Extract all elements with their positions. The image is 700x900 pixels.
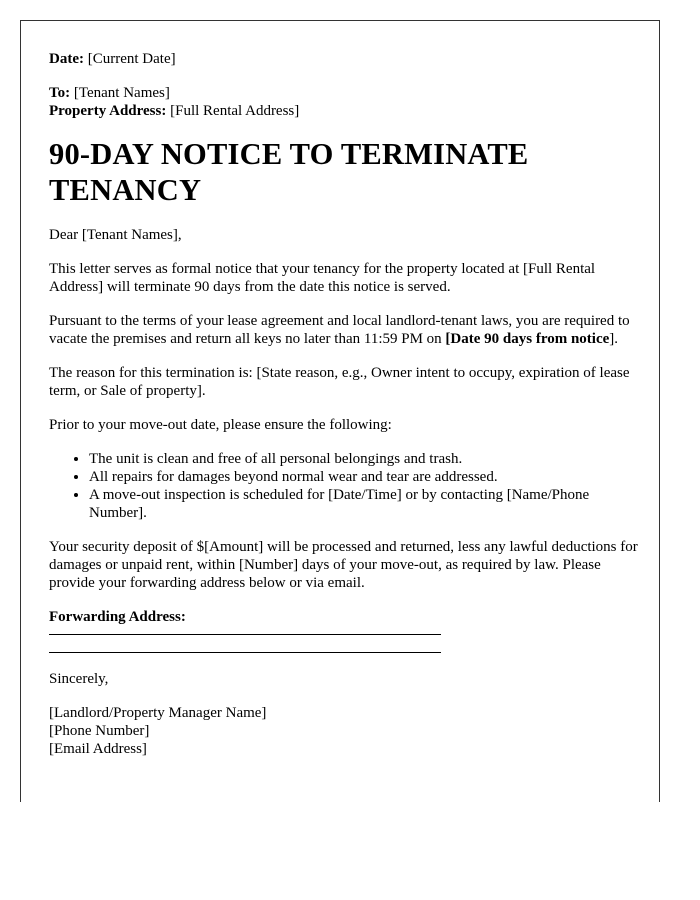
forwarding-address-line-1[interactable] (49, 634, 441, 635)
page-title: 90-DAY NOTICE TO TERMINATE TENANCY (49, 137, 529, 207)
letter-page (20, 20, 660, 802)
to-line (49, 84, 641, 102)
paragraph-reason: The reason for this termination is: [State reason, e.g., Owner intent to occupy, expiration of lease term, or Sale of property]. (49, 365, 630, 399)
list-item: • A move-out inspection is scheduled for [Date/Time] or by contacting [Name/Phone Number]. (89, 486, 641, 522)
date-value: [Current Date] (87, 51, 176, 67)
paragraph-deposit: Your security deposit of $[Amount] will be processed and returned, less any lawful deductions for damages or unpaid rent, within [Number] days of your move-out, as required by law. Please provide your forwarding address below or via email. (49, 539, 638, 591)
signer-phone: [Phone Number] (49, 723, 150, 739)
signer-email: [Email Address] (49, 741, 147, 757)
to-value: [Tenant Names] (73, 85, 170, 101)
paragraph-vacate: Pursuant to the terms of your lease agreement and local landlord-tenant laws, you are required to vacate the premises and return all keys no later than 11:59 PM on [Date 90 days from notice]. (49, 313, 630, 347)
letter-content (49, 21, 641, 758)
sign-off: Sincerely, (49, 671, 109, 687)
property-address-value: [Full Rental Address] (170, 103, 300, 119)
vacate-date: Date 90 days from notice (450, 331, 610, 347)
list-item: • All repairs for damages beyond normal wear and tear are addressed. (89, 468, 641, 486)
property-address-line (49, 102, 641, 120)
paragraph-notice: This letter serves as formal notice that your tenancy for the property located at [Full Rental Address] will terminate 90 days from the date this notice is served. (49, 261, 596, 295)
forwarding-address-line-2[interactable] (49, 652, 441, 653)
signer-name: [Landlord/Property Manager Name] (49, 705, 267, 721)
move-out-checklist (49, 450, 641, 522)
paragraph-checklist-intro: Prior to your move-out date, please ensure the following: (49, 417, 392, 433)
salutation: Dear [Tenant Names], (49, 227, 182, 243)
list-item: • The unit is clean and free of all personal belongings and trash. (89, 450, 641, 468)
date-label: Date: (49, 51, 84, 67)
date-line (49, 50, 641, 68)
forwarding-address-label: Forwarding Address: (49, 609, 186, 625)
property-address-label: Property Address: (49, 103, 167, 119)
to-label: To: (49, 85, 71, 101)
